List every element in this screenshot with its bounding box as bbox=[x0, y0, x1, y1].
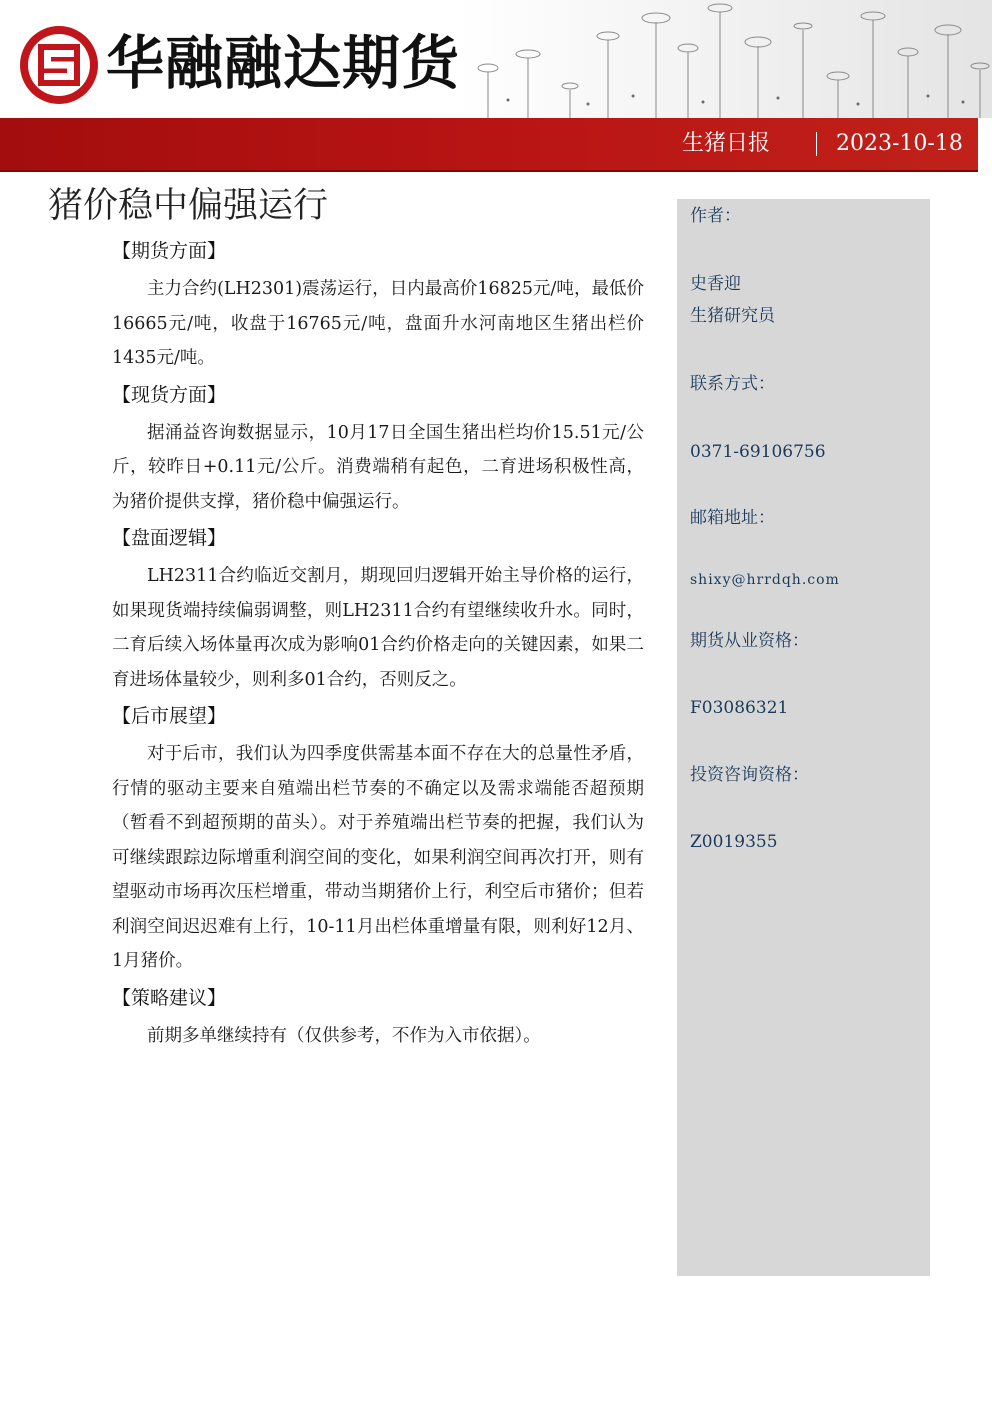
brand-logo-icon bbox=[18, 24, 100, 106]
futures-qualification-label: 期货从业资格： bbox=[690, 631, 809, 651]
section-paragraph: 前期多单继续持有（仅供参考，不作为入市依据）。 bbox=[147, 1025, 541, 1046]
decorative-circles-graphic bbox=[458, 0, 992, 118]
investment-qualification-number: Z0019355 bbox=[690, 832, 778, 852]
report-date: 2023-10-18 bbox=[836, 131, 963, 156]
section-paragraph: 对于后市，我们认为四季度供需基本面不存在大的总量性矛盾，行情的驱动主要来自殖端出栏节奏的不确定以及需求端能否超预期（暂看不到超预期的苗头）。对于养殖端出栏节奏的把握，我们认为可继续跟踪边际增重利润空间的变化，如果利润空间再次打开，则有望驱动市场再次压栏增重，带动当期猪价上行，利空后市猪价；但若利润空间迟迟难有上行，10-11月出栏体重增量有限，则利好12月、1月猪价。 bbox=[112, 744, 644, 971]
contact-label: 联系方式： bbox=[690, 374, 775, 394]
section-heading: 【盘面逻辑】 bbox=[112, 527, 227, 549]
brand-name: 华融融达期货 bbox=[106, 29, 461, 97]
report-body bbox=[112, 236, 644, 1057]
section-futures bbox=[112, 236, 644, 376]
email-address[interactable]: shixy@hrrdqh.com bbox=[690, 572, 840, 588]
section-spot bbox=[112, 380, 644, 520]
contact-phone: 0371-69106756 bbox=[690, 442, 826, 462]
header-divider bbox=[816, 132, 817, 156]
page-title: 猪价稳中偏强运行 bbox=[48, 186, 329, 226]
header-red-bar bbox=[0, 118, 978, 172]
section-paragraph: 主力合约(LH2301)震荡运行，日内最高价16825元/吨，最低价16665元/吨，收盘于16765元/吨，盘面升水河南地区生猪出栏价1435元/吨。 bbox=[112, 279, 644, 368]
section-paragraph: 据涌益咨询数据显示，10月17日全国生猪出栏均价15.51元/公斤，较昨日+0.11元/公斤。消费端稍有起色，二育进场积极性高，为猪价提供支撑，猪价稳中偏强运行。 bbox=[112, 422, 644, 512]
author-name: 史香迎 bbox=[690, 274, 741, 294]
report-type: 生猪日报 bbox=[682, 131, 771, 156]
section-heading: 【期货方面】 bbox=[112, 240, 227, 262]
author-sidebar bbox=[677, 199, 930, 1276]
section-heading: 【策略建议】 bbox=[112, 986, 227, 1009]
report-header bbox=[0, 0, 992, 172]
section-heading: 【现货方面】 bbox=[112, 383, 227, 406]
author-title: 生猪研究员 bbox=[690, 306, 775, 326]
section-outlook bbox=[112, 701, 644, 979]
email-label: 邮箱地址： bbox=[690, 508, 775, 528]
section-paragraph: LH2311合约临近交割月，期现回归逻辑开始主导价格的运行，如果现货端持续偏弱调整，则LH2311合约有望继续收升水。同时，二育后续入场体量再次成为影响01合约价格走向的关键因素，如果二育进场体量较少，则利多01合约，否则反之。 bbox=[112, 566, 644, 690]
futures-qualification-number: F03086321 bbox=[690, 698, 789, 718]
section-market-logic bbox=[112, 523, 644, 697]
section-strategy bbox=[112, 983, 644, 1054]
section-heading: 【后市展望】 bbox=[112, 705, 227, 727]
author-label: 作者： bbox=[690, 206, 741, 226]
investment-qualification-label: 投资咨询资格： bbox=[690, 765, 809, 785]
